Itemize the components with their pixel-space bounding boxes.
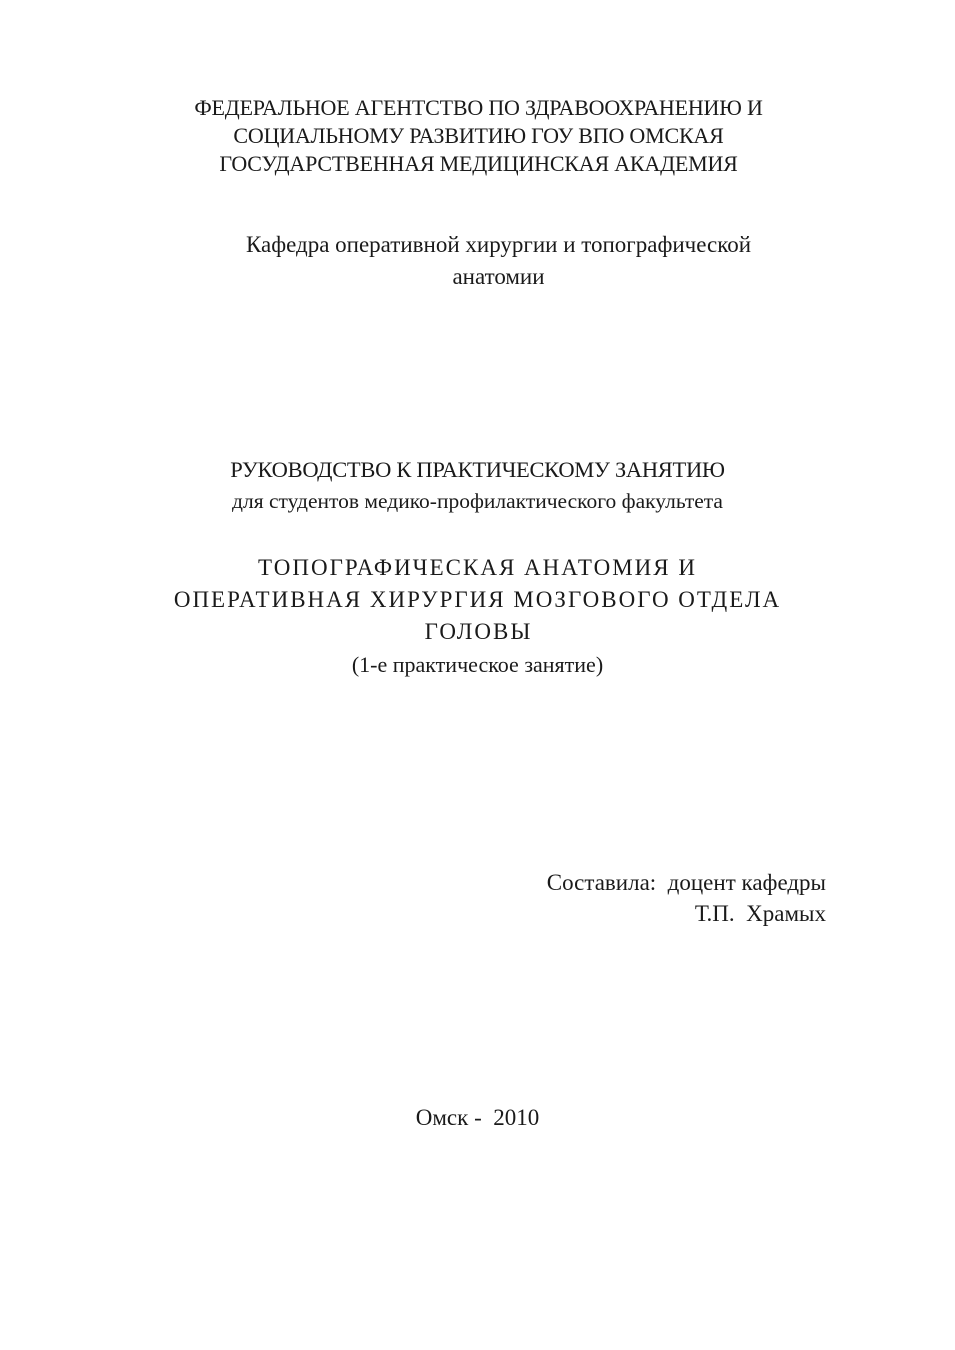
department-name [0, 229, 955, 293]
lesson-note [0, 650, 955, 680]
topic-line-2: ОПЕРАТИВНАЯ ХИРУРГИЯ МОЗГОВОГО ОТДЕЛА [173, 587, 782, 612]
compiler-role: Составила: доцент кафедры [546, 870, 826, 895]
compiler-info [480, 867, 826, 929]
compiler-name: Т.П. Храмых [694, 901, 826, 926]
agency-line-3: ГОСУДАРСТВЕННАЯ МЕДИЦИНСКАЯ АКАДЕМИЯ [219, 151, 738, 176]
department-line-1: Кафедра оперативной хирургии и топографической [245, 232, 752, 257]
agency-line-2: СОЦИАЛЬНОМУ РАЗВИТИЮ ГОУ ВПО ОМСКАЯ [233, 123, 724, 148]
guide-title-text: РУКОВОДСТВО К ПРАКТИЧЕСКОМУ ЗАНЯТИЮ [230, 457, 725, 482]
city-year-text: Омск - 2010 [415, 1105, 540, 1130]
department-line-2: анатомии [452, 264, 545, 289]
topic-line-3: ГОЛОВЫ [424, 619, 533, 644]
guide-subtitle-text: для студентов медико-профилактического факультета [232, 489, 723, 513]
topic-line-1: ТОПОГРАФИЧЕСКАЯ АНАТОМИЯ И [258, 555, 697, 580]
guide-subtitle [0, 486, 955, 516]
agency-line-1: ФЕДЕРАЛЬНОЕ АГЕНТСТВО ПО ЗДРАВООХРАНЕНИЮ И [194, 95, 763, 120]
lesson-note-text: (1-е практическое занятие) [351, 652, 604, 677]
city-year [0, 1102, 955, 1134]
guide-title [0, 455, 955, 485]
agency-header [0, 94, 955, 178]
topic-title [0, 552, 955, 648]
